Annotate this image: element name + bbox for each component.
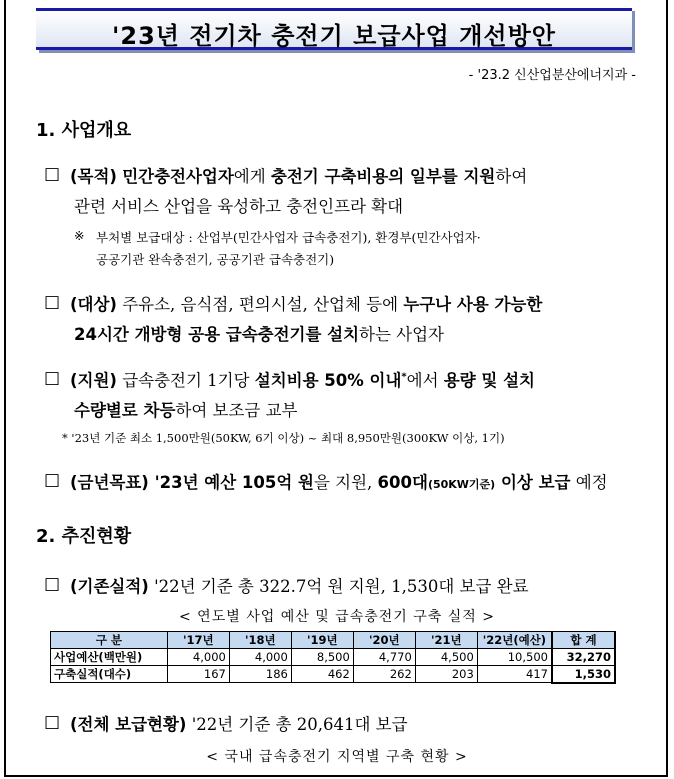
table-cell: 4,770	[353, 649, 415, 666]
support-text-end: 하여 보조금 교부	[175, 401, 298, 420]
purpose-subject: 민간충전사업자	[122, 167, 234, 186]
support-highlight: 설치비용 50% 이내	[254, 371, 402, 390]
table-header-cell: '22년(예산)	[477, 632, 552, 649]
support-highlight-3: 수량별로 차등	[74, 401, 176, 420]
purpose-note-mark: ※	[74, 228, 85, 243]
table-total-cell: 32,270	[552, 649, 615, 666]
target-line-1	[70, 291, 542, 315]
support-star: *	[401, 371, 407, 383]
purpose-highlight: 충전기 구축비용의 일부를 지원	[270, 167, 496, 186]
goal-budget: '23년 예산 105억 원	[148, 473, 314, 492]
table-cell: 417	[477, 666, 552, 683]
purpose-line-2: 관련 서비스 산업을 육성하고 충전인프라 확대	[74, 197, 404, 216]
title-banner	[36, 8, 632, 50]
table-cell: 186	[229, 666, 291, 683]
goal-label: (금년목표)	[70, 473, 149, 492]
table-header-cell: '19년	[291, 632, 353, 649]
section-heading-2: 2. 추진현황	[36, 526, 132, 547]
table-header-cell: '20년	[353, 632, 415, 649]
table-header-total: 합 계	[552, 632, 615, 649]
table-cell: 462	[291, 666, 353, 683]
target-label: (대상)	[70, 295, 117, 314]
author-line: - '23.2 신산업분산에너지과 -	[468, 68, 636, 83]
table-cell: 203	[415, 666, 477, 683]
table-cell: 10,500	[477, 649, 552, 666]
goal-basis: (50KW기준)	[427, 478, 496, 491]
table-header-cell: 구 분	[51, 632, 168, 649]
table-row	[51, 649, 616, 666]
status-caption: < 국내 급속충전기 지역별 구축 현황 >	[206, 749, 468, 765]
purpose-text-end: 하여	[495, 167, 528, 186]
purpose-line-1	[70, 163, 527, 187]
status-label: (전체 보급현황)	[70, 715, 187, 734]
purpose-note-line-2: 공공기관 완속충전기, 공공기관 급속충전기)	[96, 252, 335, 267]
target-text-end: 하는 사업자	[359, 325, 444, 344]
section-heading-1: 1. 사업개요	[36, 120, 132, 141]
table-cell: 167	[167, 666, 229, 683]
bullet-box: □	[44, 368, 61, 388]
row-label: 사업예산(백만원)	[51, 649, 168, 666]
status-text: '22년 기준 총 20,641대 보급	[186, 715, 408, 734]
goal-highlight: 이상 보급	[495, 473, 571, 492]
table-header-cell: '21년	[415, 632, 477, 649]
support-note: * '23년 기준 최소 1,500만원(50KW, 6기 이상) ~ 최대 8,950만원(300KW 이상, 1기)	[62, 431, 505, 445]
purpose-note-line-1: 부처별 보급대상 : 산업부(민간사업자 급속충전기), 환경부(민간사업자·	[96, 230, 481, 245]
goal-text-end: 예정	[570, 473, 608, 492]
row-label: 구축실적(대수)	[51, 666, 168, 683]
status-line	[70, 711, 408, 735]
bullet-box: □	[44, 292, 61, 312]
table-caption: < 연도별 사업 예산 및 급속충전기 구축 실적 >	[179, 609, 495, 625]
purpose-label: (목적)	[70, 167, 117, 186]
support-highlight-2: 용량 및 설치	[443, 371, 535, 390]
bullet-box: □	[44, 470, 61, 490]
document-title: '23년 전기차 충전기 보급사업 개선방안	[112, 22, 556, 50]
purpose-text: 에게	[233, 167, 271, 186]
target-line-2	[74, 321, 444, 345]
table-header-cell: '17년	[167, 632, 229, 649]
target-text: 주유소, 음식점, 편의시설, 산업체 등에	[116, 295, 404, 314]
support-label: (지원)	[70, 371, 117, 390]
table-cell: 4,000	[167, 649, 229, 666]
table-header-row	[51, 632, 616, 649]
goal-count: 600대	[377, 473, 428, 492]
bullet-box: □	[44, 574, 61, 594]
support-text: 급속충전기 1기당	[116, 371, 255, 390]
table-cell: 4,500	[415, 649, 477, 666]
table-cell: 4,000	[229, 649, 291, 666]
goal-text: 을 지원,	[313, 473, 378, 492]
performance-label: (기존실적)	[70, 577, 149, 596]
table-cell: 262	[353, 666, 415, 683]
performance-text: '22년 기준 총 322.7억 원 지원, 1,530대 보급 완료	[148, 577, 529, 596]
table-header-cell: '18년	[229, 632, 291, 649]
support-line-1	[70, 367, 535, 391]
bullet-box: □	[44, 164, 61, 184]
support-line-2	[74, 397, 297, 421]
goal-line	[70, 469, 608, 493]
table-total-cell: 1,530	[552, 666, 615, 683]
target-highlight: 누구나 사용 가능한	[403, 295, 543, 314]
performance-line	[70, 573, 529, 597]
bullet-box: □	[44, 712, 61, 732]
performance-table	[50, 631, 616, 684]
table-cell: 8,500	[291, 649, 353, 666]
support-text-2: 에서	[406, 371, 444, 390]
table-row	[51, 666, 616, 683]
target-highlight-2: 24시간 개방형 공용 급속충전기를 설치	[74, 325, 360, 344]
